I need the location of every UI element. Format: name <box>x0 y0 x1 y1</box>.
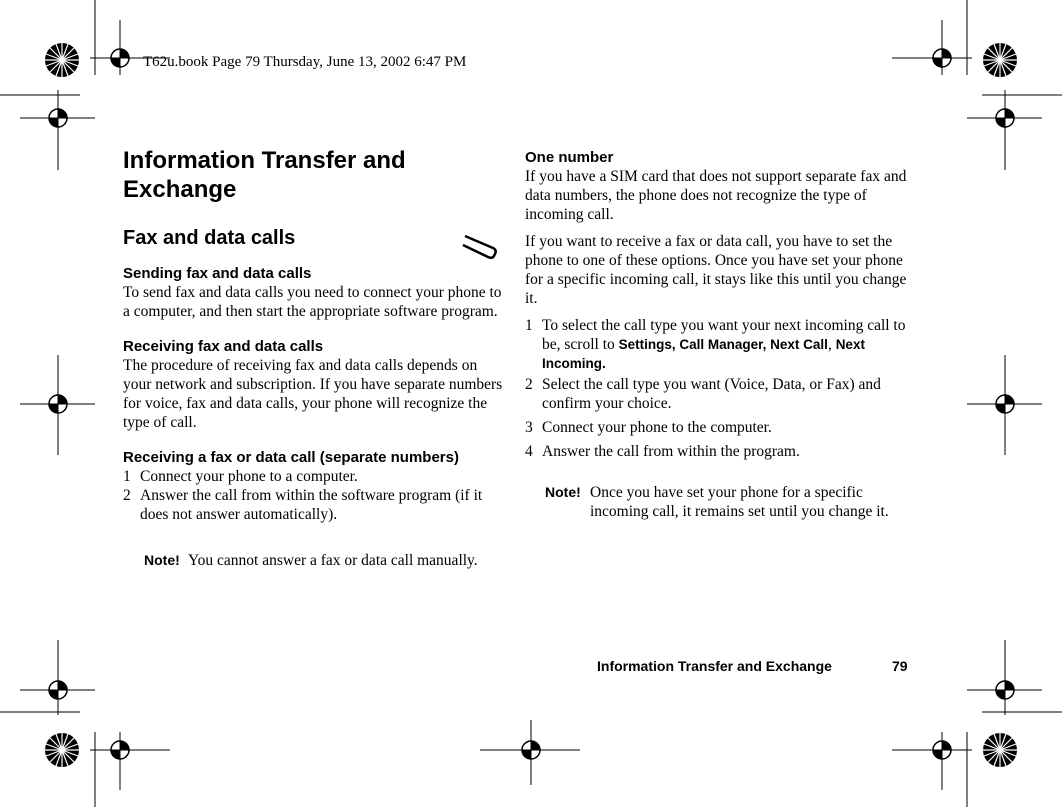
registration-mark-icon <box>991 104 1019 132</box>
step-text: To select the call type you want your next incoming call to be, scroll to <box>542 317 906 353</box>
starburst-target-icon <box>45 43 79 77</box>
step-text: Connect your phone to the computer. <box>542 419 772 436</box>
one-number-para1: If you have a SIM card that does not support separate fax and data numbers, the phone does not recognize the type of incoming call. <box>525 168 907 223</box>
receiving-text: The procedure of receiving fax and data calls depends on your network and subscription. If you have separate numbers for voice, fax and data calls, your phone will recognize the type of call. <box>123 357 503 431</box>
list-item <box>525 418 911 437</box>
phone-feature-icon <box>461 226 503 260</box>
registration-mark-icon <box>928 736 956 764</box>
note-block <box>525 483 911 523</box>
note-block <box>123 551 508 571</box>
sending-text: To send fax and data calls you need to connect your phone to a computer, and then start the appropriate software program. <box>123 284 502 320</box>
list-item <box>525 316 911 373</box>
registration-mark-icon <box>44 676 72 704</box>
step-text: Answer the call from within the program. <box>542 443 800 460</box>
left-column <box>123 146 508 571</box>
list-item <box>525 375 911 413</box>
registration-mark-icon <box>991 676 1019 704</box>
step-text: Answer the call from within the software program (if it does not answer automatically). <box>140 487 483 523</box>
starburst-target-icon <box>983 733 1017 767</box>
step-number: 3 <box>525 419 533 436</box>
registration-mark-icon <box>44 390 72 418</box>
incoming-call-steps <box>525 316 911 461</box>
print-slug: T62u.book Page 79 Thursday, June 13, 2002 6:47 PM <box>143 54 467 70</box>
step-number: 2 <box>525 376 533 393</box>
note-text: Once you have set your phone for a specific incoming call, it remains set until you change it. <box>590 484 889 520</box>
starburst-target-icon <box>45 733 79 767</box>
note-label: Note! <box>545 484 581 500</box>
step-number: 2 <box>123 487 131 504</box>
page-number: 79 <box>892 658 908 674</box>
section-fax-data <box>123 226 508 250</box>
one-number-para2: If you want to receive a fax or data call, you have to set the phone to one of these options. Once you have set your phone for a specific incoming call, it stays like this until you change it. <box>525 233 907 307</box>
menu-path-next-incoming: Next Incoming. <box>542 337 865 371</box>
registration-mark-icon <box>44 104 72 132</box>
registration-mark-icon <box>991 390 1019 418</box>
note-label: Note! <box>144 552 180 568</box>
step-text: Connect your phone to a computer. <box>140 468 358 485</box>
receiving-heading: Receiving fax and data calls <box>123 338 324 355</box>
note-text: You cannot answer a fax or data call manually. <box>188 552 478 569</box>
footer-title: Information Transfer and Exchange <box>597 658 832 674</box>
sending-heading: Sending fax and data calls <box>123 265 312 282</box>
step-number: 1 <box>123 468 131 485</box>
registration-mark-icon <box>928 44 956 72</box>
registration-mark-icon <box>106 44 134 72</box>
one-number-heading: One number <box>525 149 614 166</box>
separate-numbers-heading: Receiving a fax or data call (separate numbers) <box>123 449 459 466</box>
step-text: Select the call type you want (Voice, Data, or Fax) and confirm your choice. <box>542 376 881 412</box>
separate-numbers-steps <box>123 467 508 524</box>
step-number: 1 <box>525 317 533 334</box>
starburst-target-icon <box>983 43 1017 77</box>
step-number: 4 <box>525 443 533 460</box>
right-column <box>525 149 911 523</box>
chapter-title: Information Transfer and Exchange <box>123 147 406 203</box>
registration-mark-icon <box>106 736 134 764</box>
list-item <box>123 486 508 524</box>
section-title: Fax and data calls <box>123 227 296 249</box>
registration-mark-icon <box>517 736 545 764</box>
menu-path: Settings, Call Manager, Next Call <box>618 337 828 352</box>
list-item <box>123 467 508 486</box>
list-item <box>525 442 911 461</box>
menu-separator: , <box>827 336 836 353</box>
